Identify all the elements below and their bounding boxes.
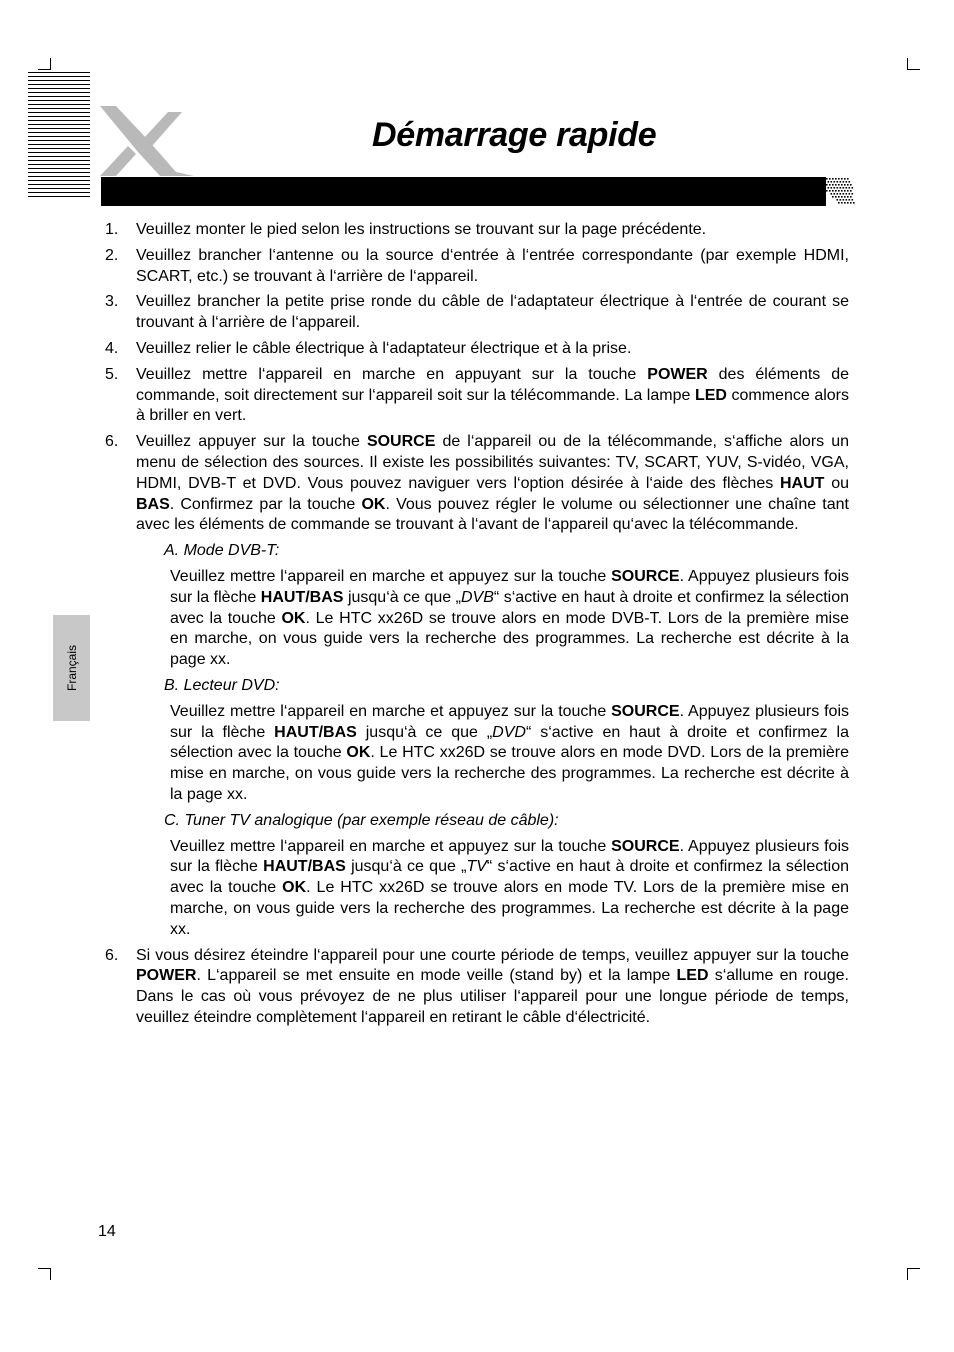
header-stripes [28,72,90,200]
list-item-number: 6. [105,946,119,964]
mode-heading: C. Tuner TV analogique (par exemple réseau de câble): [164,811,559,829]
mode-description: Veuillez mettre l‘appareil en marche et appuyez sur la touche SOURCE. Appuyez plusieurs fois sur la flèche HAUT/BAS jusqu‘à ce que „TV“ s‘active en haut à droite et confirmez la sélection avec la touche OK. Le HTC xx26D se trouve alors en mode TV. Lors de la première mise en marche, on vous guide vers la recherche des programmes. La recherche est décrite à la page xx. [170,837,850,938]
list-item-number: 4. [105,339,119,357]
mode-heading: A. Mode DVB-T: [164,542,280,560]
brand-x-logo [98,102,198,178]
mode-description: Veuillez mettre l‘appareil en marche et appuyez sur la touche SOURCE. Appuyez plusieurs fois sur la flèche HAUT/BAS jusqu‘à ce que „DVD“ s‘active en haut à droite et confirmez la sélection avec la touche OK. Le HTC xx26D se trouve alors en mode DVD. Lors de la première mise en marche, on vous guide vers la recherche des programmes. La recherche est décrite à la page xx. [170,702,850,803]
list-item-number: 1. [105,221,119,238]
instructions [100,220,849,1034]
list-item [100,220,849,241]
list-item-text: Veuillez brancher l‘antenne ou la source d‘entrée à l‘entrée correspondante (par exemple HDMI, SCART, etc.) se trouvant à l‘arrière de l‘appareil. [136,246,849,285]
list-item-number: 3. [105,293,119,311]
list-item-text: Veuillez appuyer sur la touche SOURCE de l‘appareil ou de la télécommande, s‘affiche alors un menu de sélection des sources. Il existe les possibilités suivantes: TV, SCART, YUV, S-vidéo, VGA, HDMI, DVB-T et DVD. Vous pouvez naviguer vers l‘option désirée à l‘aide des flèches HAUT ou BAS. Confirmez par la touche OK. Vous pouvez régler le volume ou sélectionner une chaîne tant avec les éléments de commande se trouvant à l‘avant de l‘appareil qu‘avec la télécommande. [136,433,849,534]
list-item-number: 6. [105,433,119,451]
list-item-text: Veuillez brancher la petite prise ronde du câble de l‘adaptateur électrique à l‘entrée de courant se trouvant à l‘arrière de l‘appareil. [136,293,849,332]
list-item-text: Veuillez relier le câble électrique à l‘adaptateur électrique et à la prise. [136,339,632,357]
mode-heading: B. Lecteur DVD: [164,676,280,694]
list-item [100,246,849,288]
page-title: Démarrage rapide [372,116,657,154]
list-item [100,339,849,360]
title-bar-dot-pattern [818,177,858,206]
list-item [100,432,849,536]
list-item [100,946,849,1029]
mode-description: Veuillez mettre l‘appareil en marche et appuyez sur la touche SOURCE. Appuyez plusieurs fois sur la flèche HAUT/BAS jusqu‘à ce que „DVB“ s‘active en haut à droite et confirmez la sélection avec la touche OK. Le HTC xx26D se trouve alors en mode DVB-T. Lors de la première mise en marche, on vous guide vers la recherche des programmes. La recherche est décrite à la page xx. [170,567,850,669]
list-item-text: Si vous désirez éteindre l‘appareil pour une courte période de temps, veuillez appuyer sur la touche POWER. L‘appareil se met ensuite en mode veille (stand by) et la lampe LED s‘allume en rouge. Dans le cas où vous prévoyez de ne plus utiliser l‘appareil pour une longue période de temps, veuillez éteindre complètement l‘appareil en retirant le câble d‘électricité. [136,946,849,1026]
list-item-number: 5. [105,365,119,383]
list-item-text: Veuillez mettre l‘appareil en marche en appuyant sur la touche POWER des éléments de commande, soit directement sur l‘appareil soit sur la télécommande. La lampe LED commence alors à briller en vert. [136,365,850,425]
list-item [100,365,849,427]
list-item-text: Veuillez monter le pied selon les instructions se trouvant sur la page précédente. [136,221,707,238]
page-number: 14 [98,1223,116,1240]
language-tab-label: Français [64,644,79,692]
list-item [100,292,849,334]
title-bar [101,177,826,206]
language-tab [53,615,90,721]
list-item-number: 2. [105,246,119,264]
